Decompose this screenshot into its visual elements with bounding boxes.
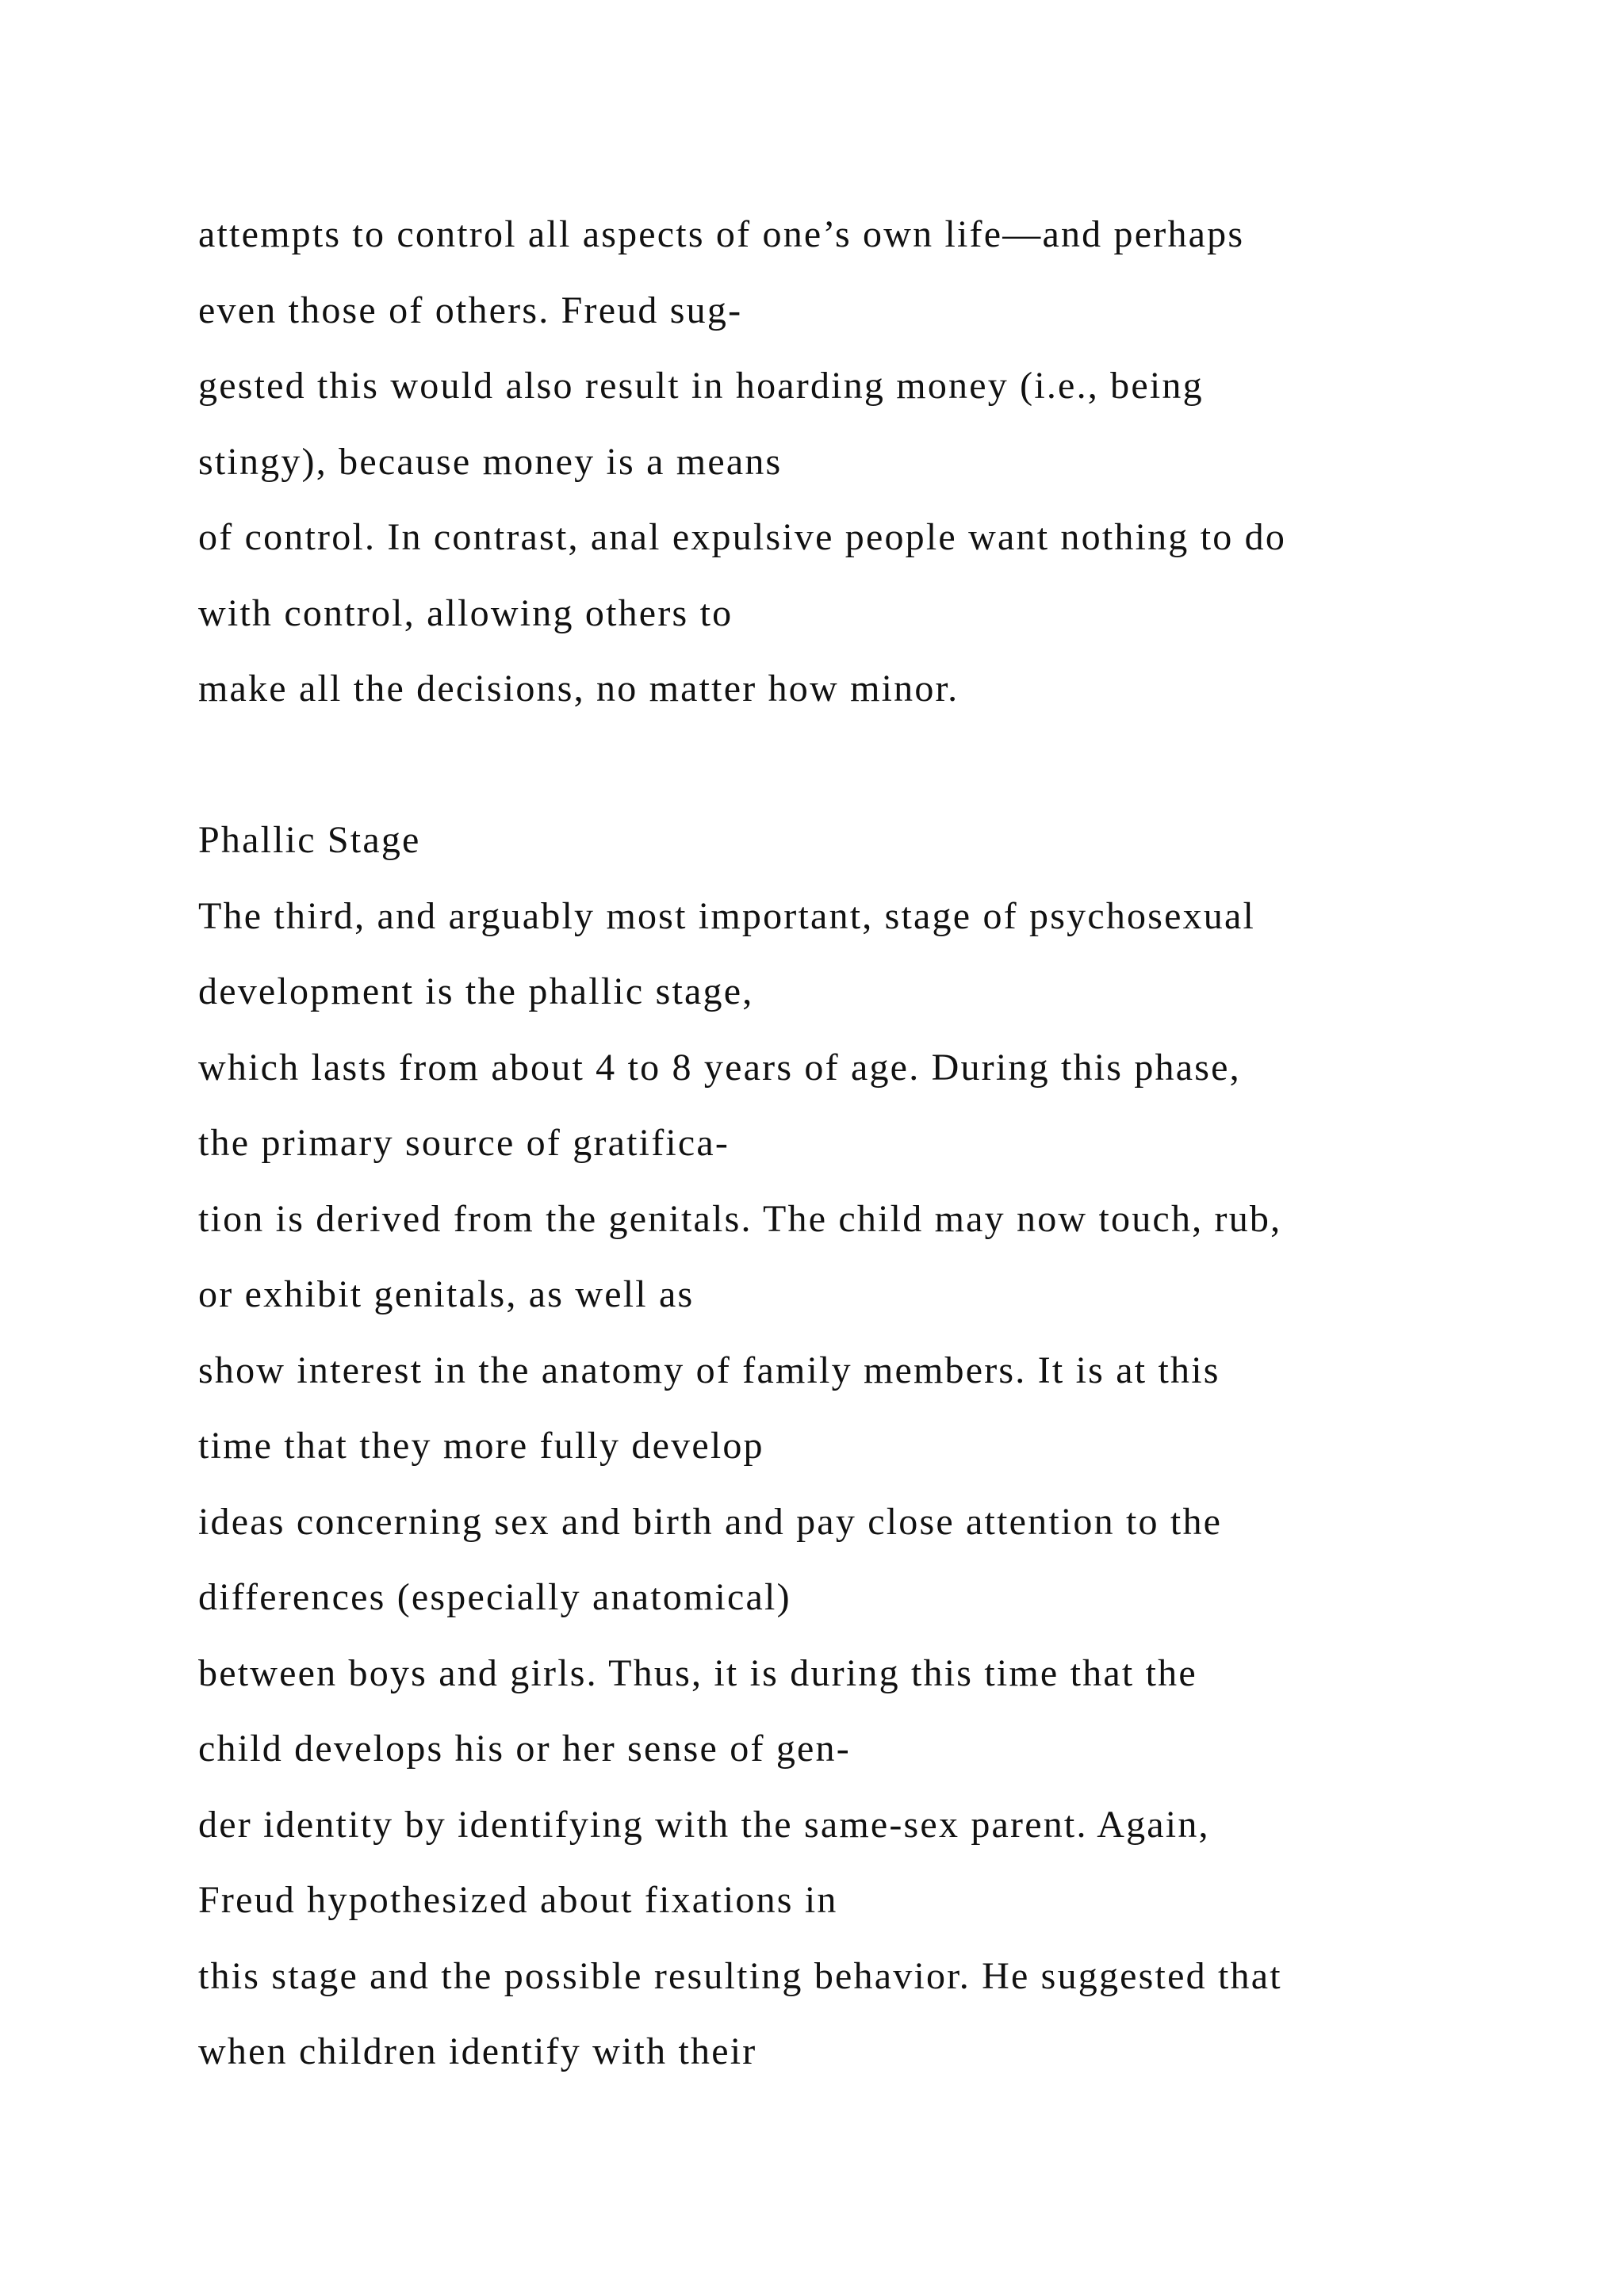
text-line: between boys and girls. Thus, it is during this time that the [198, 1651, 1197, 1694]
text-line: time that they more fully develop [198, 1425, 764, 1467]
page-text [198, 197, 1610, 2090]
text-line: make all the decisions, no matter how minor. [198, 668, 959, 710]
text-line: show interest in the anatomy of family members. It is at this [198, 1349, 1220, 1391]
text-line: attempts to control all aspects of one’s own life—and perhaps [198, 213, 1245, 255]
text-line: ideas concerning sex and birth and pay close attention to the [198, 1500, 1223, 1543]
text-line: tion is derived from the genitals. The child may now touch, rub, [198, 1197, 1282, 1240]
text-line: Freud hypothesized about fixations in [198, 1879, 838, 1921]
text-line: or exhibit genitals, as well as [198, 1273, 695, 1315]
text-line: stingy), because money is a means [198, 440, 783, 483]
text-line: der identity by identifying with the same-sex parent. Again, [198, 1803, 1210, 1846]
text-line: development is the phallic stage, [198, 970, 754, 1012]
text-line: The third, and arguably most important, stage of psychosexual [198, 894, 1256, 937]
text-line: which lasts from about 4 to 8 years of age. During this phase, [198, 1046, 1241, 1089]
text-line: even those of others. Freud sug- [198, 289, 743, 331]
text-line: of control. In contrast, anal expulsive people want nothing to do [198, 516, 1287, 558]
paragraph-spacer [198, 727, 1610, 803]
text-line: this stage and the possible resulting behavior. He suggested that [198, 1954, 1282, 1997]
section-heading-phallic-stage: Phallic Stage [198, 819, 421, 861]
text-line: child develops his or her sense of gen- [198, 1728, 851, 1770]
text-line: differences (especially anatomical) [198, 1576, 791, 1618]
text-line: gested this would also result in hoarding money (i.e., being [198, 365, 1204, 407]
text-line: when children identify with their [198, 2030, 757, 2072]
paragraph-anal-stage-continued [198, 197, 1610, 727]
text-line: the primary source of gratifica- [198, 1122, 730, 1164]
text-line: with control, allowing others to [198, 591, 733, 634]
paragraph-phallic-stage [198, 878, 1610, 2090]
